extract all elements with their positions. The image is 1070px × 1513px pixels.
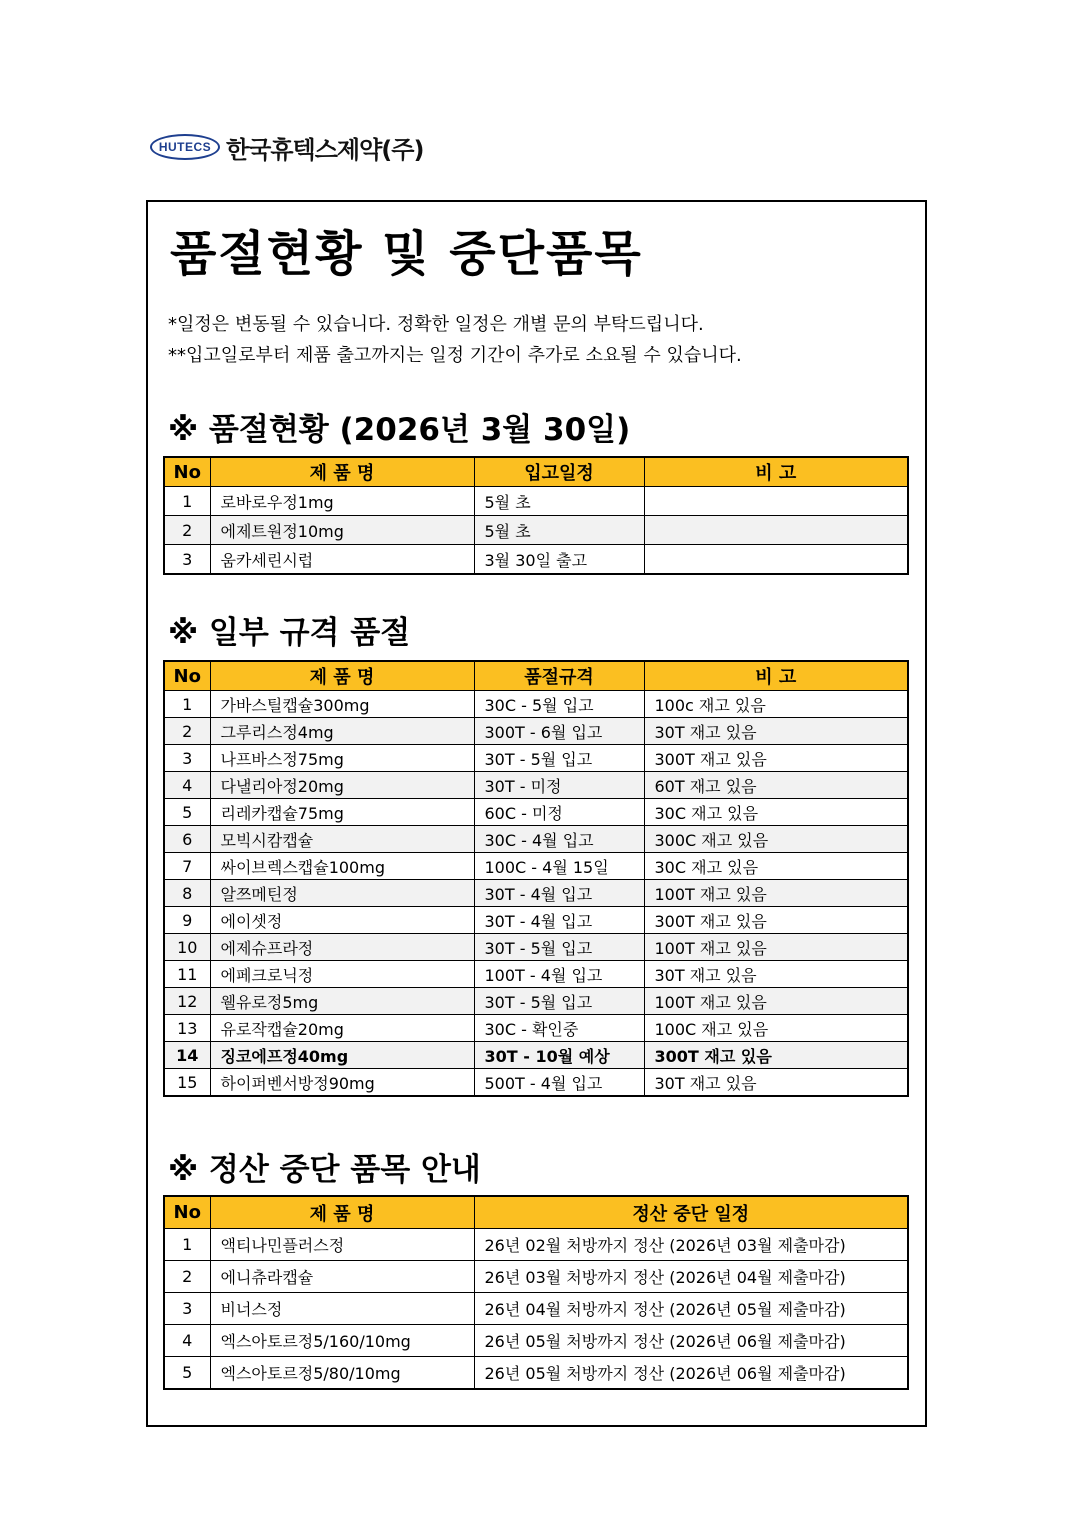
partial-soldout-table [163,660,909,1097]
table-cell: 26년 05월 처방까지 정산 (2026년 06월 제출마감) [474,1357,908,1390]
table-row [164,1229,908,1261]
cell-no: 10 [164,934,210,961]
table-cell: 300T - 6월 입고 [474,718,644,745]
table-cell: 100c 재고 있음 [644,691,908,718]
cell-no: 3 [164,745,210,772]
table-row [164,516,908,545]
header-schedule: 입고일정 [474,457,644,487]
cell-no: 14 [164,1042,210,1069]
logo-emblem: HUTECS [150,134,220,160]
table-cell: 에페크로닉정 [210,961,474,988]
header-product: 제 품 명 [210,1196,474,1229]
table-cell: 500T - 4월 입고 [474,1069,644,1097]
cell-no: 2 [164,1261,210,1293]
cell-no: 9 [164,907,210,934]
table-cell: 100T 재고 있음 [644,934,908,961]
table-cell: 26년 05월 처방까지 정산 (2026년 06월 제출마감) [474,1325,908,1357]
cell-no: 8 [164,880,210,907]
table-row [164,745,908,772]
table-cell: 30T - 미정 [474,772,644,799]
table-cell: 30T - 4월 입고 [474,907,644,934]
table-cell: 알쯔메틴정 [210,880,474,907]
table-row [164,826,908,853]
header-spec: 품절규격 [474,661,644,691]
table-cell: 엑스아토르정5/160/10mg [210,1325,474,1357]
table-row [164,907,908,934]
table-row [164,772,908,799]
table-cell: 30C - 확인중 [474,1015,644,1042]
table-cell: 징코에프정40mg [210,1042,474,1069]
cell-no: 6 [164,826,210,853]
table-cell: 하이퍼벤서방정90mg [210,1069,474,1097]
table-row [164,545,908,575]
table-cell: 싸이브렉스캡슐100mg [210,853,474,880]
header-product: 제 품 명 [210,661,474,691]
cell-no: 7 [164,853,210,880]
table-cell: 로바로우정1mg [210,487,474,516]
notice-line: **입고일로부터 제품 출고까지는 일정 기간이 추가로 소요될 수 있습니다. [168,345,742,366]
section-title-soldout: ※ 품절현황 (2026년 3월 30일) [168,412,631,448]
table-cell: 에제슈프라정 [210,934,474,961]
table-cell: 움카세린시럽 [210,545,474,575]
table-cell: 나프바스정75mg [210,745,474,772]
table-cell: 100T - 4월 입고 [474,961,644,988]
table-header-row [164,661,908,691]
table-cell: 모빅시캄캡슐 [210,826,474,853]
table-row [164,487,908,516]
table-cell: 100C 재고 있음 [644,1015,908,1042]
table-cell: 가바스틸캡슐300mg [210,691,474,718]
table-row [164,1261,908,1293]
table-cell: 30T 재고 있음 [644,961,908,988]
table-cell: 30T 재고 있음 [644,718,908,745]
header-no: No [164,1196,210,1229]
section-title-discontinued: ※ 정산 중단 품목 안내 [168,1152,481,1188]
table-cell: 30T - 4월 입고 [474,880,644,907]
section-title-partial: ※ 일부 규격 품절 [168,615,411,651]
discontinued-table [163,1195,909,1390]
cell-no: 12 [164,988,210,1015]
table-cell: 5월 초 [474,487,644,516]
table-cell: 300T 재고 있음 [644,1042,908,1069]
cell-no: 2 [164,516,210,545]
table-cell: 에제트원정10mg [210,516,474,545]
table-cell: 3월 30일 출고 [474,545,644,575]
table-cell: 다낼리아정20mg [210,772,474,799]
table-cell: 유로작캡슐20mg [210,1015,474,1042]
table-cell [644,487,908,516]
header-settlement: 정산 중단 일정 [474,1196,908,1229]
table-cell: 엑스아토르정5/80/10mg [210,1357,474,1390]
table-row [164,1325,908,1357]
table-row [164,988,908,1015]
header-remarks: 비 고 [644,661,908,691]
cell-no: 5 [164,1357,210,1390]
table-cell: 100C - 4월 15일 [474,853,644,880]
table-cell: 300T 재고 있음 [644,907,908,934]
table-header-row [164,457,908,487]
soldout-table [163,456,909,575]
company-logo [150,131,423,163]
notice-block [168,309,742,371]
cell-no: 3 [164,545,210,575]
cell-no: 1 [164,487,210,516]
table-header-row [164,1196,908,1229]
table-row [164,934,908,961]
page-title: 품절현황 및 중단품목 [170,226,643,282]
table-cell: 26년 04월 처방까지 정산 (2026년 05월 제출마감) [474,1293,908,1325]
header-no: No [164,661,210,691]
cell-no: 1 [164,1229,210,1261]
table-cell: 30C 재고 있음 [644,799,908,826]
table-row [164,799,908,826]
cell-no: 15 [164,1069,210,1097]
table-cell: 리레카캡슐75mg [210,799,474,826]
table-row [164,1293,908,1325]
table-cell: 100T 재고 있음 [644,880,908,907]
table-cell: 5월 초 [474,516,644,545]
table-cell [644,516,908,545]
notice-line: *일정은 변동될 수 있습니다. 정확한 일정은 개별 문의 부탁드립니다. [168,314,704,335]
table-cell: 30C - 4월 입고 [474,826,644,853]
table-cell: 30T - 5월 입고 [474,988,644,1015]
table-cell: 30T 재고 있음 [644,1069,908,1097]
table-cell: 26년 02월 처방까지 정산 (2026년 03월 제출마감) [474,1229,908,1261]
table-cell: 30C 재고 있음 [644,853,908,880]
table-cell: 30T - 5월 입고 [474,745,644,772]
table-row [164,1357,908,1390]
header-remarks: 비 고 [644,457,908,487]
table-cell: 에이셋정 [210,907,474,934]
cell-no: 1 [164,691,210,718]
cell-no: 2 [164,718,210,745]
table-cell: 비너스정 [210,1293,474,1325]
cell-no: 3 [164,1293,210,1325]
table-row [164,853,908,880]
table-cell: 60C - 미정 [474,799,644,826]
logo-wordmark: 한국휴텍스제약(주) [226,135,424,164]
header-no: No [164,457,210,487]
table-cell: 그루리스정4mg [210,718,474,745]
table-cell: 웰유로정5mg [210,988,474,1015]
table-row [164,1015,908,1042]
table-cell: 300C 재고 있음 [644,826,908,853]
header-product: 제 품 명 [210,457,474,487]
table-row [164,880,908,907]
cell-no: 4 [164,772,210,799]
table-cell: 액티나민플러스정 [210,1229,474,1261]
table-cell: 에니츄라캡슐 [210,1261,474,1293]
cell-no: 13 [164,1015,210,1042]
table-row [164,1042,908,1069]
table-row [164,961,908,988]
table-row [164,691,908,718]
cell-no: 11 [164,961,210,988]
table-cell [644,545,908,575]
table-cell: 30C - 5월 입고 [474,691,644,718]
table-row [164,1069,908,1097]
table-cell: 60T 재고 있음 [644,772,908,799]
table-cell: 30T - 10월 예상 [474,1042,644,1069]
table-cell: 26년 03월 처방까지 정산 (2026년 04월 제출마감) [474,1261,908,1293]
table-cell: 100T 재고 있음 [644,988,908,1015]
cell-no: 5 [164,799,210,826]
table-row [164,718,908,745]
cell-no: 4 [164,1325,210,1357]
table-cell: 30T - 5월 입고 [474,934,644,961]
table-cell: 300T 재고 있음 [644,745,908,772]
